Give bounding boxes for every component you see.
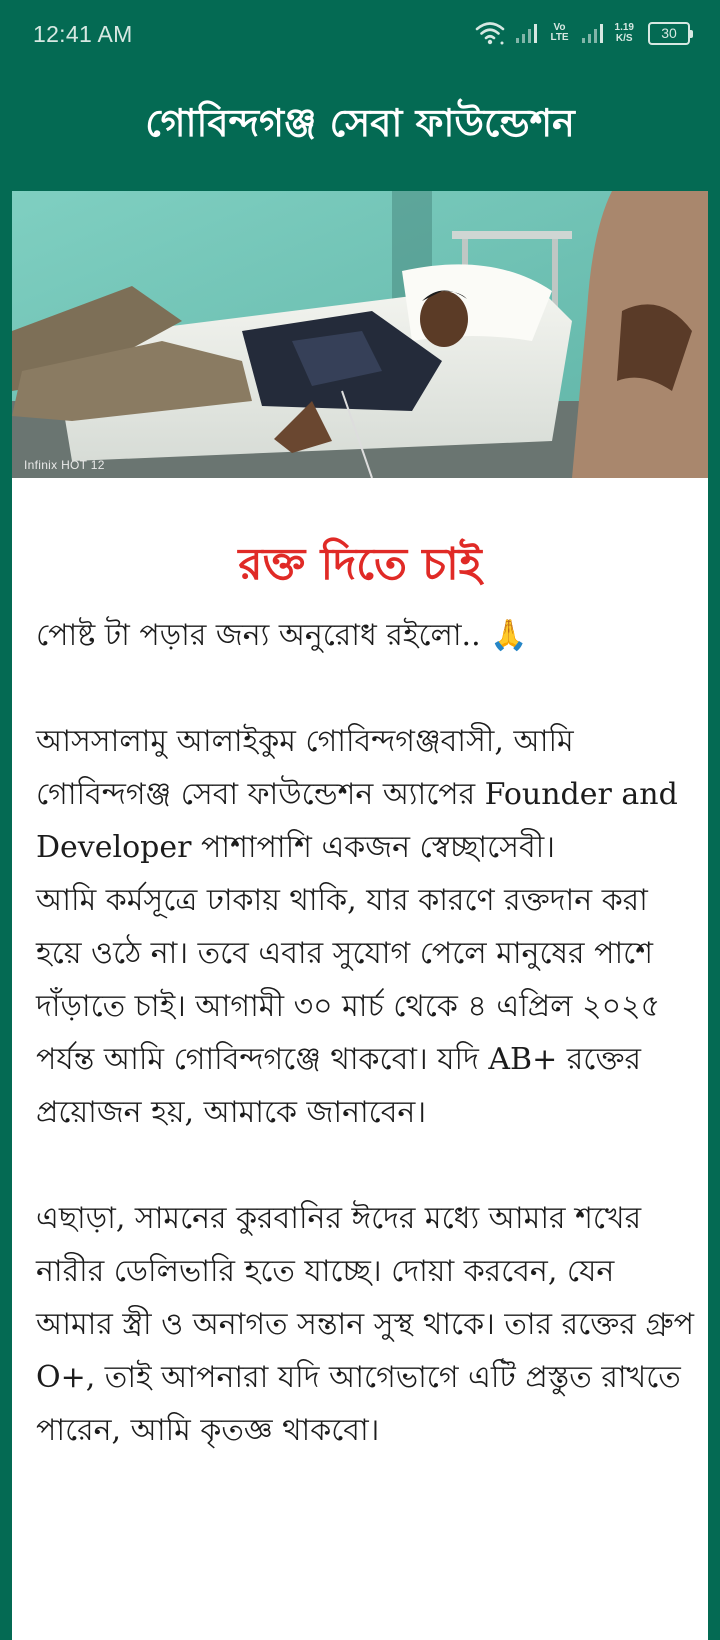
paragraph-gap [36,662,696,715]
status-time: 12:41 AM [33,21,133,47]
page-title: গোবিন্দগঞ্জ সেবা ফাউন্ডেশন [145,101,575,145]
post-body [36,609,696,1457]
signal-icon-2 [581,22,605,44]
post-paragraph-1: আসসালামু আলাইকুম গোবিন্দগঞ্জবাসী, আমি গোবিন্দগঞ্জ সেবা ফাউন্ডেশন অ্যাপের Founder and Developer পাশাপাশি একজন স্বেচ্ছাসেবী। [36,724,678,865]
photo-watermark: Infinix HOT 12 [24,458,105,472]
signal-icon [515,22,539,44]
status-bar [0,0,720,72]
speed-unit: K/S [615,33,633,44]
post-heading: রক্ত দিতে চাই [238,539,482,590]
paragraph-gap-2 [36,1139,696,1192]
speed-value: 1.19 [614,22,634,33]
post-intro [36,609,696,662]
folded-hands-emoji: 🙏 [490,618,528,653]
post-paragraph-3: এছাড়া, সামনের কুরবানির ঈদের মধ্যে আমার শখের নারীর ডেলিভারি হতে যাচ্ছে। দোয়া করবেন, যেন আমার স্ত্রী ও অনাগত সন্তান সুস্থ থাকে। তার রক্তের গ্রুপ O+, তাই আপনারা যদি আগেভাগে এটি প্রস্তুত রাখতে পারেন, আমি কৃতজ্ঞ থাকবো। [36,1201,694,1448]
wifi-icon [475,20,505,46]
post-paragraph-2: আমি কর্মসূত্রে ঢাকায় থাকি, যার কারণে রক্তদান করা হয়ে ওঠে না। তবে এবার সুযোগ পেলে মানুষের পাশে দাঁড়াতে চাই। আগামী ৩০ মার্চ থেকে ৪ এপ্রিল ২০২৫ পর্যন্ত আমি গোবিন্দগঞ্জে থাকবো। যদি AB+ রক্তের প্রয়োজন হয়, আমাকে জানাবেন। [36,883,661,1130]
post-intro-text: পোষ্ট টা পড়ার জন্য অনুরোধ রইলো.. [36,618,481,653]
photo-illustration [12,191,708,478]
post-photo[interactable] [12,191,708,478]
volte-icon: Vo LTE [550,22,569,43]
battery-icon [648,22,690,45]
app-header [0,72,720,190]
post-card [12,191,708,1640]
battery-level: 30 [661,24,677,41]
status-icons [475,20,690,46]
network-speed [615,22,634,44]
